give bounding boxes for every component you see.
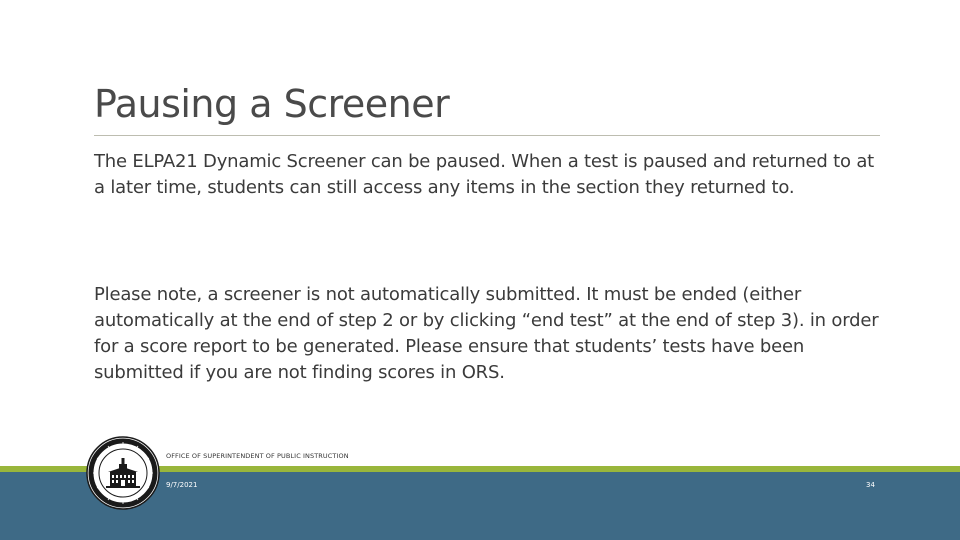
title-divider [94, 135, 880, 136]
footer-date: 9/7/2021 [166, 481, 198, 489]
body-paragraph-1: The ELPA21 Dynamic Screener can be paused. When a test is paused and returned to at a later time, students can still access any items in the section they returned to. [94, 151, 875, 198]
ospi-seal-logo [86, 436, 160, 510]
page-number: 34 [866, 481, 875, 489]
slide-title: Pausing a Screener [94, 82, 450, 126]
footer-office-name: OFFICE OF SUPERINTENDENT OF PUBLIC INSTRUCTION [166, 452, 349, 460]
body-paragraph-2: Please note, a screener is not automatically submitted. It must be ended (either automatically at the end of step 2 or by clicking “end test” at the end of step 3). in order for a score report to be generated. Please ensure that students’ tests have been submitted if you are not finding scores in ORS. [94, 284, 879, 383]
